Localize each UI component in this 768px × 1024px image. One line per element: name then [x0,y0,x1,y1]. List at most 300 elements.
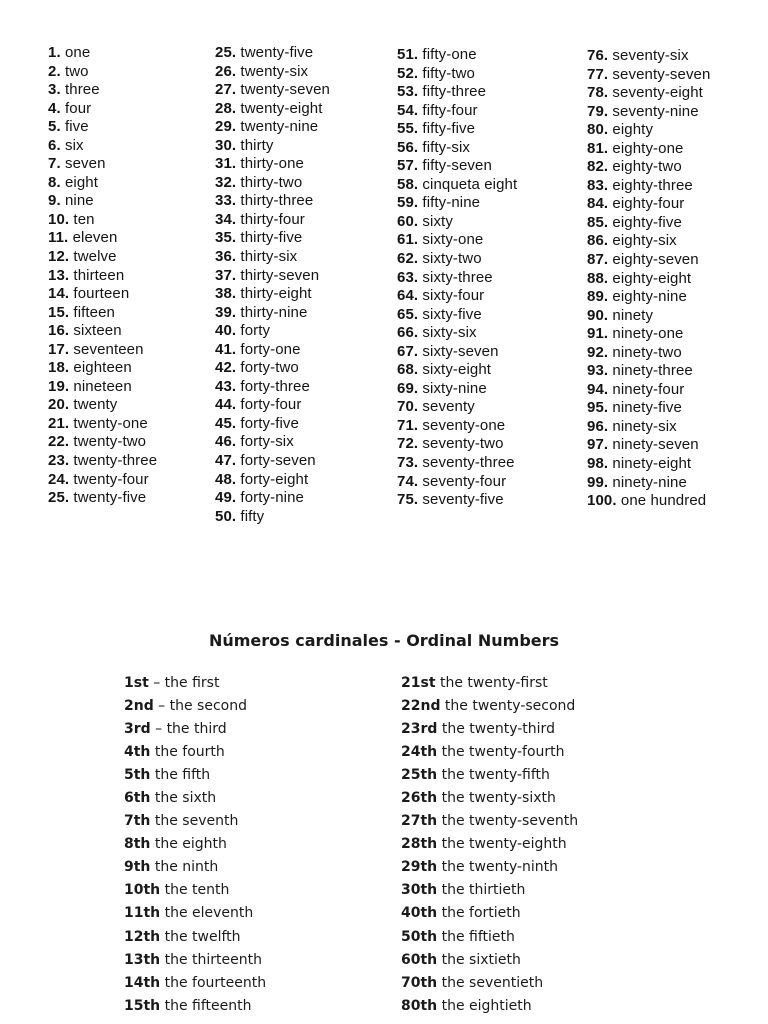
item-number: 5th [124,767,151,784]
cardinal-column-4 [587,47,710,511]
ordinal-list-item [124,810,266,833]
item-word: eighty-nine [608,288,687,306]
ordinal-list-item [124,833,266,856]
item-word: fifty-six [418,138,470,156]
item-word: ninety-five [608,399,682,417]
item-word: thirty-nine [236,303,308,321]
item-word: seventy-three [418,454,515,472]
item-number: 23. [48,452,70,470]
item-word: the eighth [150,836,227,853]
cardinal-list-item [587,177,710,196]
item-number: 94. [587,380,609,398]
item-number: 29. [215,118,237,136]
item-number: 2nd [124,698,154,715]
item-word: thirty-seven [236,266,320,284]
cardinal-list-item [48,118,157,137]
item-word: the thirteenth [160,951,262,968]
item-word: eight [60,173,99,191]
item-word: two [60,62,89,80]
item-number: 13th [124,951,161,968]
item-word: fifty-five [418,120,476,138]
cardinal-list-item [397,324,517,343]
item-number: 88. [587,269,609,287]
item-word: eighty [608,121,654,139]
ordinal-column-2 [401,672,578,1018]
item-word: cinqueta eight [418,175,518,193]
item-word: eighty-four [608,195,685,213]
item-number: 30th [401,882,438,899]
ordinal-list-item [401,995,578,1018]
item-number: 24. [48,470,70,488]
item-word: the twenty-fourth [437,744,565,761]
item-word: the twenty-sixth [437,790,556,807]
cardinal-list-item [397,398,517,417]
item-word: seventy-seven [608,65,711,83]
cardinal-list-item [397,83,517,102]
item-number: 73. [397,454,419,472]
item-number: 40. [215,322,237,340]
cardinal-list-item [48,267,157,286]
item-word: fourteen [69,285,130,303]
item-word: seventy-one [418,416,506,434]
item-word: sixty-two [418,250,482,268]
cardinal-list-item [215,304,330,323]
item-number: 34. [215,210,237,228]
item-word: sixty-eight [418,361,492,379]
ordinal-list-item [401,672,578,695]
ordinal-list-item [124,949,266,972]
item-number: 83. [587,176,609,194]
cardinal-list-item [397,473,517,492]
cardinal-list-item [587,270,710,289]
item-word: sixty-seven [418,342,499,360]
item-number: 9. [48,192,61,210]
cardinal-list-item [397,231,517,250]
cardinal-list-item [215,81,330,100]
item-word: thirty [236,136,274,154]
item-number: 24th [401,744,438,761]
item-number: 96. [587,417,609,435]
item-word: sixty-six [418,324,477,342]
item-number: 100. [587,492,617,510]
item-number: 62. [397,250,419,268]
item-word: – the third [150,721,227,738]
cardinal-list-item [397,120,517,139]
item-number: 15. [48,303,70,321]
item-number: 14th [124,974,161,991]
cardinal-list-item [215,415,330,434]
cardinal-list-item [397,287,517,306]
item-word: eighty-seven [608,251,699,269]
item-number: 11. [48,229,69,247]
cardinal-list-item [397,157,517,176]
cardinal-list-item [48,229,157,248]
item-word: seventy-eight [608,84,703,102]
item-word: forty-eight [236,470,309,488]
ordinal-list-item [401,902,578,925]
item-word: eighty-two [608,158,682,176]
item-word: the sixth [150,790,217,807]
item-number: 80th [401,997,438,1014]
item-number: 36. [215,248,237,266]
cardinal-list-item [215,267,330,286]
cardinal-list-item [587,121,710,140]
item-word: fifty [236,507,265,525]
item-number: 58. [397,175,419,193]
item-word: the twenty-second [440,698,576,715]
item-number: 41. [215,340,237,358]
ordinal-list-item [401,926,578,949]
item-number: 44. [215,396,237,414]
item-word: the twenty-first [435,675,548,691]
item-word: thirty-five [236,229,303,247]
item-number: 21. [48,414,70,432]
item-number: 38. [215,285,237,303]
item-word: thirty-one [236,155,304,173]
cardinal-list-item [215,341,330,360]
cardinal-list-item [397,435,517,454]
item-word: forty [236,322,271,340]
cardinal-list-item [397,139,517,158]
item-number: 4th [124,744,151,761]
cardinal-list-item [215,359,330,378]
cardinal-list-item [587,492,710,511]
item-number: 13. [48,266,70,284]
cardinal-list-item [215,211,330,230]
ordinal-list-item [124,902,266,925]
item-word: ninety-nine [608,473,687,491]
item-number: 26. [215,62,237,80]
item-number: 32. [215,173,237,191]
item-word: ninety-two [608,343,682,361]
ordinal-list-item [124,741,266,764]
item-word: twenty [69,396,118,414]
item-number: 8. [48,173,61,191]
cardinal-list-item [397,46,517,65]
item-number: 4. [48,99,61,117]
ordinal-list-item [401,810,578,833]
cardinal-list-item [215,63,330,82]
item-number: 67. [397,342,419,360]
item-word: forty-two [236,359,299,377]
item-number: 84. [587,195,609,213]
item-word: forty-four [236,396,302,414]
cardinal-list-item [587,455,710,474]
item-word: one [60,44,91,61]
item-number: 95. [587,399,609,417]
item-number: 21st [401,675,436,691]
ordinal-list-item [124,856,266,879]
item-word: forty-one [236,340,301,358]
item-number: 82. [587,158,609,176]
item-number: 26th [401,790,438,807]
ordinal-list-item [124,926,266,949]
item-number: 22nd [401,698,441,715]
item-number: 71. [397,416,419,434]
item-word: the thirtieth [437,882,526,899]
cardinal-list-item [215,192,330,211]
item-number: 50th [401,928,438,945]
ordinal-list-item [124,972,266,995]
item-number: 31. [215,155,237,173]
item-number: 55. [397,120,419,138]
item-word: thirty-four [236,210,305,228]
item-number: 52. [397,64,419,82]
cardinal-list-item [215,396,330,415]
cardinal-list-item [397,269,517,288]
item-number: 68. [397,361,419,379]
cardinal-list-item [48,81,157,100]
item-number: 15th [124,997,161,1014]
cardinal-list-item [587,103,710,122]
item-word: four [60,99,92,117]
item-word: eighty-five [608,213,682,231]
cardinal-list-item [587,158,710,177]
item-number: 87. [587,251,609,269]
item-number: 6th [124,790,151,807]
item-number: 89. [587,288,609,306]
item-number: 47. [215,452,237,470]
cardinal-list-item [48,322,157,341]
cardinal-list-item [48,359,157,378]
item-word: seventy-six [608,47,689,64]
ordinal-list-item [124,695,266,718]
item-word: thirty-two [236,173,303,191]
item-number: 74. [397,472,419,490]
item-number: 27th [401,813,438,830]
item-number: 6. [48,136,61,154]
item-number: 53. [397,83,419,101]
item-word: twenty-seven [236,81,330,99]
ordinal-list-item [124,672,266,695]
item-number: 3rd [124,721,151,738]
item-word: seventy [418,398,475,416]
item-word: sixty-nine [418,379,487,397]
cardinal-list-item [48,471,157,490]
cardinal-list-item [48,44,157,63]
item-word: thirty-six [236,248,298,266]
item-number: 12. [48,248,70,266]
cardinal-list-item [48,285,157,304]
cardinal-list-item [215,489,330,508]
item-number: 10th [124,882,161,899]
item-number: 25. [215,44,237,61]
item-word: twelve [69,248,117,266]
item-word: the twenty-eighth [437,836,567,853]
ordinal-list-item [401,972,578,995]
cardinal-list-item [587,140,710,159]
item-number: 69. [397,379,419,397]
cardinal-list-item [587,399,710,418]
item-number: 23rd [401,721,438,738]
item-number: 18. [48,359,70,377]
item-word: sixty-three [418,268,493,286]
item-number: 7th [124,813,151,830]
ordinal-list-item [124,718,266,741]
cardinal-list-item [215,471,330,490]
item-number: 49. [215,489,237,507]
cardinal-list-item [215,155,330,174]
cardinal-list-item [397,213,517,232]
item-word: ninety-six [608,417,677,435]
item-number: 50. [215,507,237,525]
item-number: 22. [48,433,70,451]
item-number: 45. [215,414,237,432]
item-number: 75. [397,491,419,509]
item-number: 64. [397,287,419,305]
item-word: seventy-two [418,435,504,453]
item-number: 3. [48,81,61,99]
item-word: fifty-two [418,64,475,82]
ordinal-list-item [401,787,578,810]
cardinal-list-item [587,474,710,493]
item-word: sixteen [69,322,122,340]
cardinal-list-item [48,155,157,174]
item-number: 77. [587,65,609,83]
item-word: twenty-two [69,433,147,451]
item-word: sixty-four [418,287,485,305]
item-number: 78. [587,84,609,102]
cardinal-list-item [48,433,157,452]
item-word: the twelfth [160,928,241,945]
cardinal-list-item [587,436,710,455]
cardinal-list-item [397,65,517,84]
cardinal-list-item [397,176,517,195]
item-word: the fortieth [437,905,521,922]
item-word: eighty-three [608,176,693,194]
item-word: twenty-four [69,470,149,488]
ordinal-list-item [124,764,266,787]
cardinal-list-item [587,47,710,66]
item-word: fifty-one [418,46,477,63]
item-word: eighty-eight [608,269,692,287]
cardinal-list-item [48,137,157,156]
ordinal-list-item [124,879,266,902]
item-number: 91. [587,325,609,343]
cardinal-list-item [215,378,330,397]
item-word: fifty-seven [418,157,492,175]
item-number: 56. [397,138,419,156]
ordinal-list-item [401,695,578,718]
item-number: 51. [397,46,419,63]
item-word: the fiftieth [437,928,515,945]
cardinal-list-item [215,100,330,119]
item-word: the twenty-fifth [437,767,550,784]
item-word: the fifth [150,767,211,784]
item-word: the ninth [150,859,219,876]
item-word: ninety-eight [608,455,692,473]
item-number: 60. [397,212,419,230]
item-number: 2. [48,62,61,80]
cardinal-list-item [215,322,330,341]
item-word: the twenty-third [437,721,555,738]
ordinal-list-item [401,764,578,787]
cardinal-list-item [397,361,517,380]
cardinal-list-item [215,508,330,527]
cardinal-list-item [587,66,710,85]
cardinal-list-item [48,396,157,415]
item-word: nine [60,192,94,210]
item-word: twenty-nine [236,118,319,136]
cardinal-list-item [48,248,157,267]
cardinal-list-item [587,84,710,103]
item-number: 27. [215,81,237,99]
cardinal-list-item [215,118,330,137]
ordinal-list-item [401,879,578,902]
item-number: 97. [587,436,609,454]
cardinal-list-item [397,306,517,325]
cardinal-list-item [587,288,710,307]
cardinal-list-item [587,195,710,214]
item-word: the twenty-ninth [437,859,559,876]
cardinal-list-item [397,417,517,436]
item-number: 42. [215,359,237,377]
item-word: ninety-seven [608,436,699,454]
item-number: 7. [48,155,61,173]
item-word: thirteen [69,266,125,284]
item-word: eighteen [69,359,132,377]
item-number: 43. [215,377,237,395]
cardinal-list-item [48,211,157,230]
item-number: 33. [215,192,237,210]
item-number: 60th [401,951,438,968]
cardinal-list-item [48,100,157,119]
item-number: 1st [124,675,149,691]
item-number: 59. [397,194,419,212]
item-word: – the first [148,675,220,691]
cardinal-list-item [587,325,710,344]
item-number: 48. [215,470,237,488]
cardinal-list-item [397,454,517,473]
item-number: 17. [48,340,70,358]
cardinal-list-item [587,344,710,363]
item-number: 9th [124,859,151,876]
ordinal-list-item [401,741,578,764]
item-number: 80. [587,121,609,139]
item-word: one hundred [616,492,707,510]
item-word: the twenty-seventh [437,813,579,830]
item-word: seventy-four [418,472,507,490]
cardinal-list-item [397,194,517,213]
cardinal-list-item [397,491,517,510]
ordinal-section-title: Números cardinales - Ordinal Numbers [208,631,560,650]
item-word: forty-six [236,433,294,451]
item-number: 81. [587,139,609,157]
item-number: 14. [48,285,70,303]
item-word: the fourteenth [160,974,267,991]
cardinal-list-item [587,232,710,251]
item-word: fifty-four [418,101,478,119]
item-number: 66. [397,324,419,342]
cardinal-column-3 [397,46,517,510]
item-number: 54. [397,101,419,119]
item-word: fifty-nine [418,194,481,212]
item-word: forty-three [236,377,310,395]
cardinal-list-item [215,248,330,267]
item-word: the seventh [150,813,239,830]
ordinal-list-item [124,787,266,810]
item-number: 57. [397,157,419,175]
item-word: five [60,118,89,136]
item-word: thirty-three [236,192,314,210]
item-number: 86. [587,232,609,250]
item-number: 72. [397,435,419,453]
item-word: seventy-nine [608,102,699,120]
cardinal-list-item [397,102,517,121]
item-word: the fifteenth [160,997,252,1014]
cardinal-list-item [48,341,157,360]
cardinal-list-item [48,378,157,397]
